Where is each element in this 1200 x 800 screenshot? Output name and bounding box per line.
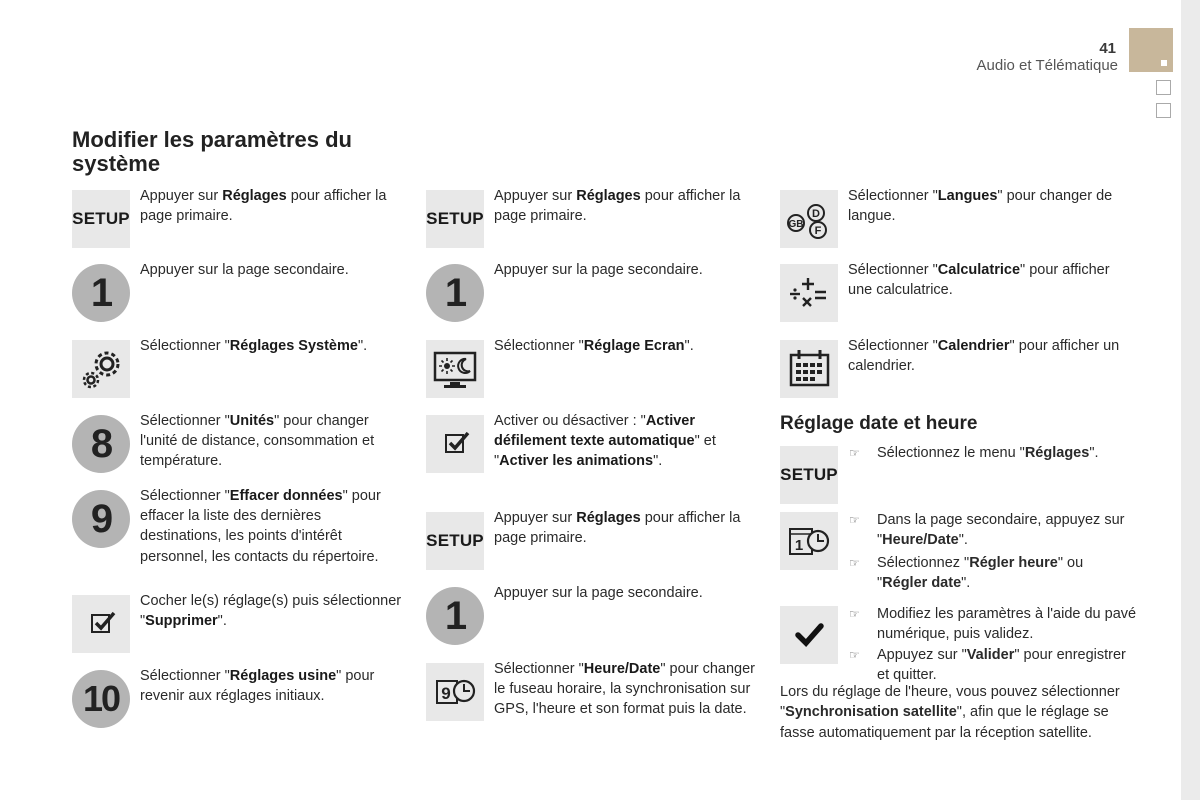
setup-button-icon: SETUP — [426, 512, 484, 570]
info-paragraph: Lors du réglage de l'heure, vous pouvez sélectionner "Synchronisation satellite", afin que le réglage se fasse automatiquement par la réception satellite. — [780, 684, 1120, 741]
step-description: Sélectionner "Calculatrice" pour afficher une calculatrice. — [848, 262, 1110, 299]
step-description: Appuyer sur la page secondaire. — [494, 262, 703, 278]
step-description: Sélectionner "Langues" pour changer de langue. — [848, 188, 1113, 225]
step-row — [72, 190, 402, 250]
step-row — [426, 264, 756, 324]
step-row — [426, 663, 756, 743]
note-item: ☞ Dans la page secondaire, appuyez sur "Heure/Date". — [849, 512, 1125, 549]
svg-text:F: F — [814, 225, 822, 237]
step-description: Activer ou désactiver : "Activer défilement texte automatique" et "Activer les animations". — [494, 413, 716, 470]
step-row — [780, 264, 1120, 324]
step-row — [72, 264, 402, 324]
chapter-tab-box — [1156, 80, 1171, 95]
step-description: Sélectionner "Calendrier" pour afficher un calendrier. — [848, 338, 1120, 375]
svg-text:D: D — [812, 208, 820, 220]
step-row — [780, 340, 1120, 400]
step-description: Cocher le(s) réglage(s) puis sélectionner "Supprimer". — [140, 593, 402, 630]
page-title: Modifier les paramètres du système — [72, 127, 352, 176]
clock-date-icon — [780, 512, 838, 570]
step-number-badge: 1 — [426, 264, 484, 322]
step-row — [72, 670, 402, 730]
step-row — [426, 512, 756, 572]
step-description: Sélectionner "Heure/Date" pour changer le fuseau horaire, la synchronisation sur GPS, l'heure et son format puis la date. — [494, 661, 755, 718]
step-row — [72, 490, 402, 576]
page-edge-strip — [1181, 0, 1200, 800]
calendar-icon — [780, 340, 838, 398]
step-number-badge: 10 — [72, 670, 130, 728]
step-row — [72, 340, 402, 400]
step-description: Appuyer sur la page secondaire. — [140, 262, 349, 278]
note-item: ☞ Appuyez sur "Valider" pour enregistrer et quitter. — [849, 647, 1126, 684]
step-row — [426, 415, 756, 479]
step-row — [72, 415, 402, 479]
setup-button-icon: SETUP — [426, 190, 484, 248]
languages-icon — [780, 190, 838, 248]
step-row — [426, 190, 756, 250]
step-description: Sélectionner "Réglage Ecran". — [494, 338, 694, 354]
pointing-hand-icon: ☞ — [849, 556, 860, 570]
chapter-tab-marker — [1129, 28, 1173, 72]
calculator-icon — [780, 264, 838, 322]
step-row — [426, 587, 756, 647]
step-number-badge: 8 — [72, 415, 130, 473]
step-description: Sélectionner "Réglages Système". — [140, 338, 368, 354]
step-description: Appuyer sur la page secondaire. — [494, 585, 703, 601]
chapter-tab-box — [1156, 103, 1171, 118]
step-description: Appuyer sur Réglages pour afficher la page primaire. — [140, 188, 387, 225]
pointing-hand-icon: ☞ — [849, 607, 860, 621]
page-number: 41 — [1099, 40, 1116, 57]
step-number-badge: 9 — [72, 490, 130, 548]
pointing-hand-icon: ☞ — [849, 513, 860, 527]
step-description: Appuyer sur Réglages pour afficher la page primaire. — [494, 188, 741, 225]
pointing-hand-icon: ☞ — [849, 648, 860, 662]
screen-brightness-icon — [426, 340, 484, 398]
step-description: Sélectionner "Réglages usine" pour revenir aux réglages initiaux. — [140, 668, 375, 705]
step-row — [780, 190, 1120, 250]
note-item: ☞ Modifiez les paramètres à l'aide du pavé numérique, puis validez. — [849, 606, 1137, 643]
step-description: Sélectionner "Unités" pour changer l'unité de distance, consommation et température. — [140, 413, 375, 470]
step-row — [72, 595, 402, 655]
svg-text:GB: GB — [788, 219, 804, 230]
setup-button-icon: SETUP — [780, 446, 838, 504]
pointing-hand-icon: ☞ — [849, 446, 860, 460]
checkbox-icon — [426, 415, 484, 473]
checkmark-icon — [780, 606, 838, 664]
checkbox-icon — [72, 595, 130, 653]
section-title: Audio et Télématique — [976, 57, 1118, 74]
svg-text:9: 9 — [441, 684, 451, 703]
note-item: ☞ Sélectionnez "Régler heure" ou "Régler date". — [849, 555, 1084, 592]
note-item: ☞ Sélectionnez le menu "Réglages". — [849, 443, 1137, 463]
step-description: Appuyer sur Réglages pour afficher la page primaire. — [494, 510, 741, 547]
svg-text:1: 1 — [794, 537, 804, 554]
step-description: Sélectionner "Effacer données" pour effacer la liste des dernières destinations, les points d'intérêt personnel, les contacts du répertoire. — [140, 488, 381, 565]
step-number-badge: 1 — [72, 264, 130, 322]
clock-date-icon — [426, 663, 484, 721]
section-subtitle: Réglage date et heure — [780, 413, 978, 434]
step-number-badge: 1 — [426, 587, 484, 645]
gears-icon — [72, 340, 130, 398]
step-row — [426, 340, 756, 400]
setup-button-icon: SETUP — [72, 190, 130, 248]
